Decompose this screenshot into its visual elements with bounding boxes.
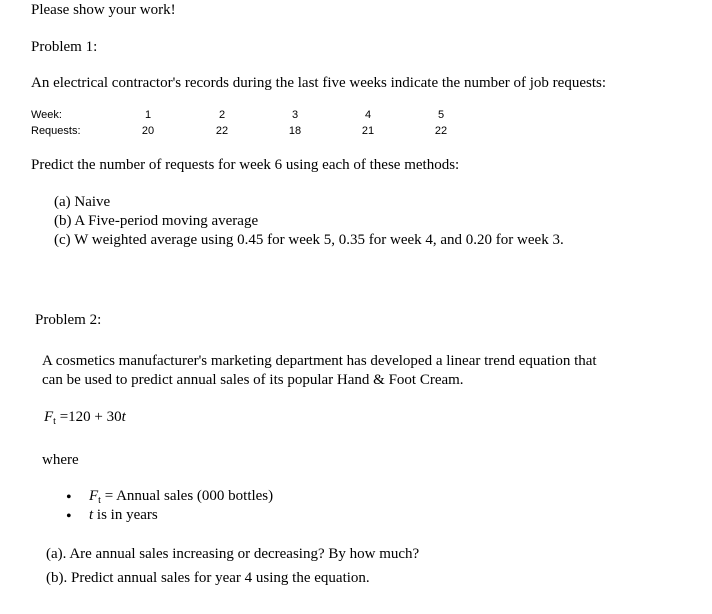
requests-row-label: Requests: [31,125,81,137]
week-row-label: Week: [31,109,62,121]
requests-cell: 22 [215,125,229,137]
method-item: (c) W weighted average using 0.45 for week 5, 0.35 for week 4, and 0.20 for week 3. [54,232,564,248]
equation-rhs: =120 + 30 [55,409,122,425]
requests-cell: 22 [434,125,448,137]
problem1-intro: An electrical contractor's records during the last five weeks indicate the number of job requests: [31,75,606,91]
equation-subscript: t [53,416,56,427]
week-cell: 3 [291,109,299,121]
problem1-title: Problem 1: [31,39,98,55]
method-item: (b) A Five-period moving average [54,213,259,229]
definition-subscript: t [98,495,101,506]
week-cell: 4 [364,109,372,121]
problem2-intro-line2: can be used to predict annual sales of its popular Hand & Foot Cream. [42,372,464,388]
requests-cell: 21 [361,125,375,137]
question-item: (a). Are annual sales increasing or decreasing? By how much? [46,546,420,562]
equation-lhs: F [44,409,54,425]
trend-equation [44,410,126,427]
method-item: (a) Naive [54,194,111,210]
definition-text: = Annual sales (000 bottles) [100,488,274,504]
equation-variable: t [121,409,126,425]
instruction-text: Please show your work! [31,2,176,18]
definition-item [89,508,158,523]
week-cell: 5 [437,109,445,121]
definition-symbol: F [89,488,99,504]
requests-cell: 18 [288,125,302,137]
question-item: (b). Predict annual sales for year 4 using the equation. [46,570,370,586]
definition-symbol: t [89,507,94,523]
problem1-prompt: Predict the number of requests for week 6 using each of these methods: [31,157,460,173]
where-label: where [42,452,79,468]
week-cell: 1 [144,109,152,121]
requests-cell: 20 [141,125,155,137]
problem2-intro-line1: A cosmetics manufacturer's marketing department has developed a linear trend equation that [42,353,597,369]
problem2-title: Problem 2: [35,312,102,328]
bullet-icon: • [66,508,72,525]
week-cell: 2 [218,109,226,121]
definition-text: is in years [93,507,158,523]
bullet-icon: • [66,489,72,506]
definition-item [89,489,273,506]
